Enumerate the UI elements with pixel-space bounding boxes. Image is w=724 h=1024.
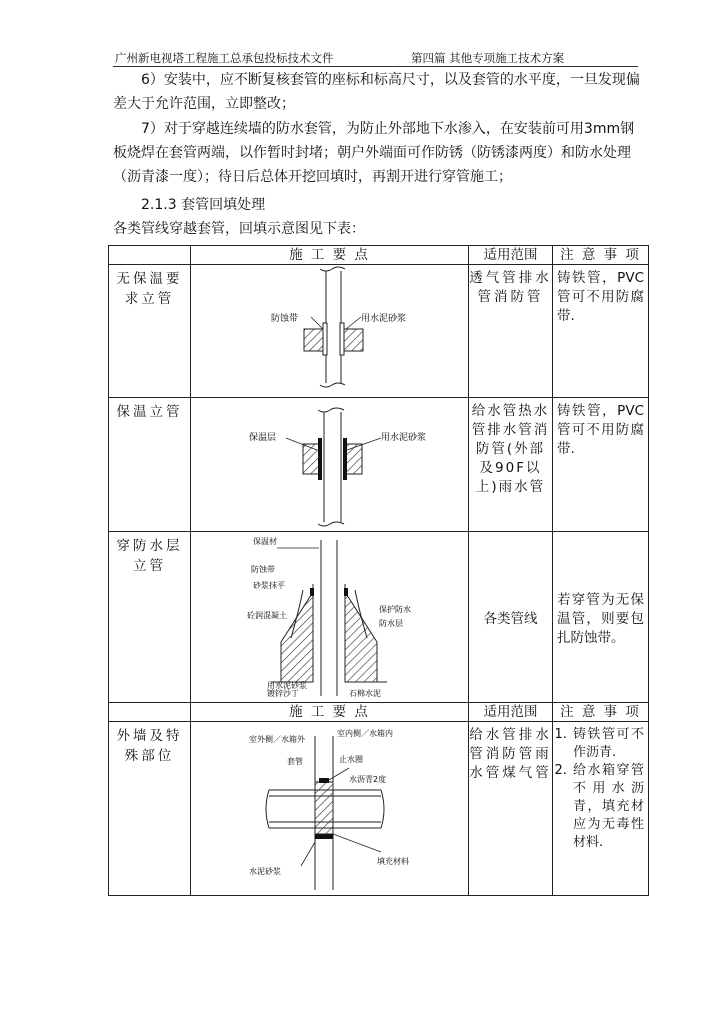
page-header <box>113 48 638 67</box>
header-notes: 注 意 事 项 <box>553 703 649 722</box>
label-protective-waterproofing: 保护防水 <box>379 605 411 614</box>
insulated-riser-diagram <box>191 398 469 531</box>
row-name: 外墙及特殊部位 <box>109 722 191 896</box>
paragraph-item-7: 7）对于穿越连续墙的防水套管，为防止外部地下水渗入，在安装前可用3mm钢板烧焊在套管两端，以作暂时封堵；朝户外端面可作防锈（防锈漆两度）和防水处理（沥青漆一度）；待日后总体开挖回填时，再割开进行穿管施工； <box>113 121 635 185</box>
row-note: 若穿管为无保温管，则要包扎防蚀带。 <box>553 532 649 703</box>
row-scope: 给水管排水管消防管雨水管煤气管 <box>469 722 553 896</box>
table-row <box>109 532 649 703</box>
table-row <box>109 398 649 532</box>
row-scope: 透气管排水管消防管 <box>469 265 553 398</box>
label-wet-concrete: 砼润混凝土 <box>247 611 287 620</box>
label-cement-mortar: 用水泥砂浆 <box>267 681 307 690</box>
waterproof-layer-riser-diagram <box>191 532 469 702</box>
label-galvanized-mesh: 镀锌沙丁 <box>267 689 299 698</box>
table-header-row <box>109 703 649 722</box>
table-header-row <box>109 246 649 265</box>
row-note: 铸铁管，PVC管可不用防腐带. <box>553 265 649 398</box>
header-chapter-title: 第四篇 其他专项施工技术方案 <box>411 51 565 65</box>
header-scope: 适用范围 <box>469 703 553 722</box>
note-item: 1. 铸铁管可不作沥青. <box>571 726 644 762</box>
label-insulation: 保温层 <box>249 433 277 443</box>
row-figure <box>191 398 469 532</box>
header-construction-points: 施 工 要 点 <box>191 703 469 722</box>
label-cement-mortar: 用水泥砂浆 <box>381 433 427 443</box>
header-construction-points: 施 工 要 点 <box>191 246 469 265</box>
row-name: 保温立管 <box>109 398 191 532</box>
row-name: 无保温要求立管 <box>109 265 191 398</box>
label-insulation-material: 保温材 <box>253 537 277 546</box>
header-scope: 适用范围 <box>469 246 553 265</box>
paragraph-item-6: 6）安装中，应不断复核套管的座标和标高尺寸，以及套管的水平度，一旦发现偏差大于允许范围，立即整改； <box>113 72 640 112</box>
label-cement-mortar: 用水泥砂浆 <box>361 314 407 324</box>
label-corrosion-tape: 防蚀带 <box>251 565 275 574</box>
header-notes: 注 意 事 项 <box>553 246 649 265</box>
label-corrosion-tape: 防蚀带 <box>271 314 299 324</box>
table-row <box>109 722 649 896</box>
row-name: 穿防水层立管 <box>109 532 191 703</box>
row-note: 铸铁管，PVC管可不用防腐带. <box>553 398 649 532</box>
row-figure <box>191 532 469 703</box>
header-document-title: 广州新电视塔工程施工总承包投标技术文件 <box>115 51 334 65</box>
label-mortar-smoothing: 砂浆抹平 <box>253 581 285 590</box>
row-note <box>553 722 649 896</box>
label-sleeve: 套管 <box>287 757 303 766</box>
label-water-stop-ring: 止水圈 <box>339 755 363 764</box>
header-empty-cell <box>109 246 191 265</box>
row-figure <box>191 265 469 398</box>
row-scope: 各类管线 <box>469 532 553 703</box>
row-scope: 给水管热水管排水管消防管(外部及90F以上)雨水管 <box>469 398 553 532</box>
section-heading: 2.1.3 套管回填处理 <box>141 197 266 213</box>
exterior-wall-sleeve-diagram <box>191 722 469 895</box>
row-figure <box>191 722 469 896</box>
label-waterproof-layer: 防水层 <box>379 619 403 628</box>
table-row <box>109 265 649 398</box>
table-intro: 各类管线穿越套管，回填示意图见下表： <box>113 221 365 237</box>
label-outdoor-side: 室外侧／水箱外 <box>249 735 305 744</box>
uninsulated-riser-diagram <box>191 265 469 397</box>
note-item: 2. 给水箱穿管不用水沥青，填充材应为无毒性材料. <box>571 762 644 852</box>
sleeve-backfill-table <box>108 245 649 896</box>
label-bitumen-coating: 水沥青2度 <box>349 775 387 784</box>
note-list <box>557 726 644 852</box>
label-filler-material: 填充材料 <box>377 857 409 866</box>
label-indoor-side: 室内侧／水箱内 <box>337 729 393 738</box>
label-cement-mortar: 水泥砂浆 <box>249 867 281 876</box>
header-empty-cell <box>109 703 191 722</box>
label-asbestos-cement: 石棉水泥 <box>349 689 381 698</box>
